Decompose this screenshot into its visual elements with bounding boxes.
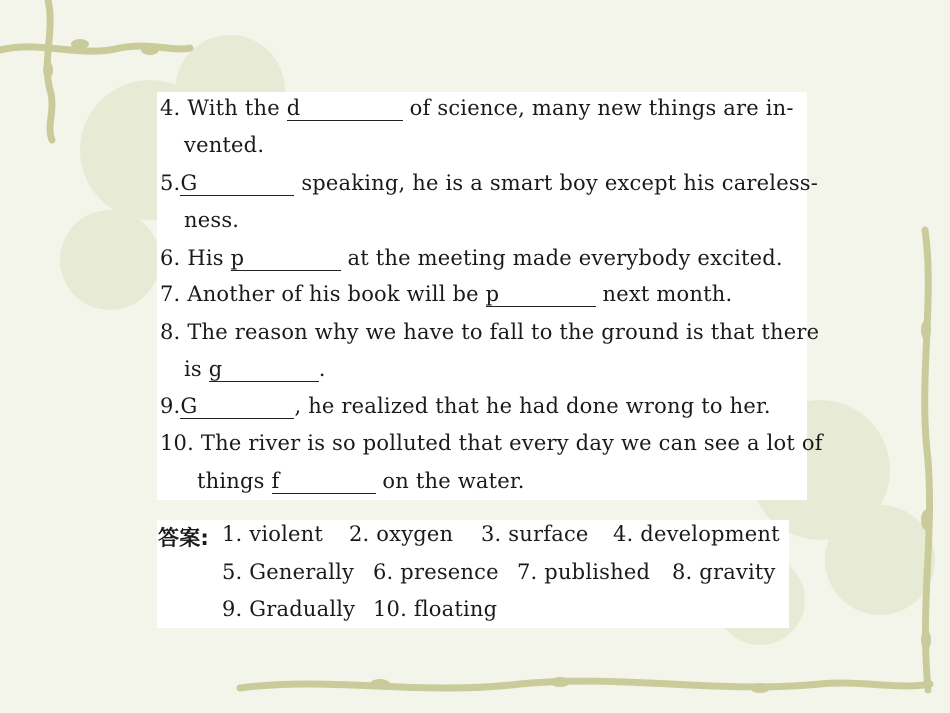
answer-5: 5. Generally xyxy=(222,560,355,584)
blank-7[interactable]: p xyxy=(486,282,596,307)
answer-8: 8. gravity xyxy=(672,560,776,584)
question-8-continued: is g . xyxy=(184,357,326,381)
answer-label: 答案: xyxy=(158,526,209,550)
answer-10: 10. floating xyxy=(373,597,498,621)
question-4-continued: vented. xyxy=(184,133,265,157)
blank-8[interactable]: g xyxy=(209,357,319,382)
blank-6[interactable]: p xyxy=(231,246,341,271)
question-10-continued: things f on the water. xyxy=(197,469,525,493)
answer-1: 1. violent xyxy=(222,522,324,546)
question-4: 4. With the d of science, many new things are in- xyxy=(160,96,794,120)
question-5: 5.G speaking, he is a smart boy except his careless- xyxy=(160,171,819,195)
question-9: 9.G , he realized that he had done wrong to her. xyxy=(160,394,771,418)
answer-3: 3. surface xyxy=(481,522,589,546)
answer-6: 6. presence xyxy=(373,560,499,584)
question-10: 10. The river is so polluted that every day we can see a lot of xyxy=(160,431,823,455)
answer-7: 7. published xyxy=(517,560,651,584)
blank-9[interactable]: G xyxy=(180,394,294,419)
question-8: 8. The reason why we have to fall to the ground is that there xyxy=(160,320,820,344)
question-6: 6. His p at the meeting made everybody excited. xyxy=(160,246,783,270)
answer-2: 2. oxygen xyxy=(349,522,454,546)
answer-4: 4. development xyxy=(613,522,780,546)
answer-9: 9. Gradually xyxy=(222,597,356,621)
question-5-continued: ness. xyxy=(184,208,240,232)
blank-5[interactable]: G xyxy=(180,171,294,196)
blank-10[interactable]: f xyxy=(272,469,376,494)
question-7: 7. Another of his book will be p next month. xyxy=(160,282,733,306)
blank-4[interactable]: d xyxy=(287,96,403,121)
